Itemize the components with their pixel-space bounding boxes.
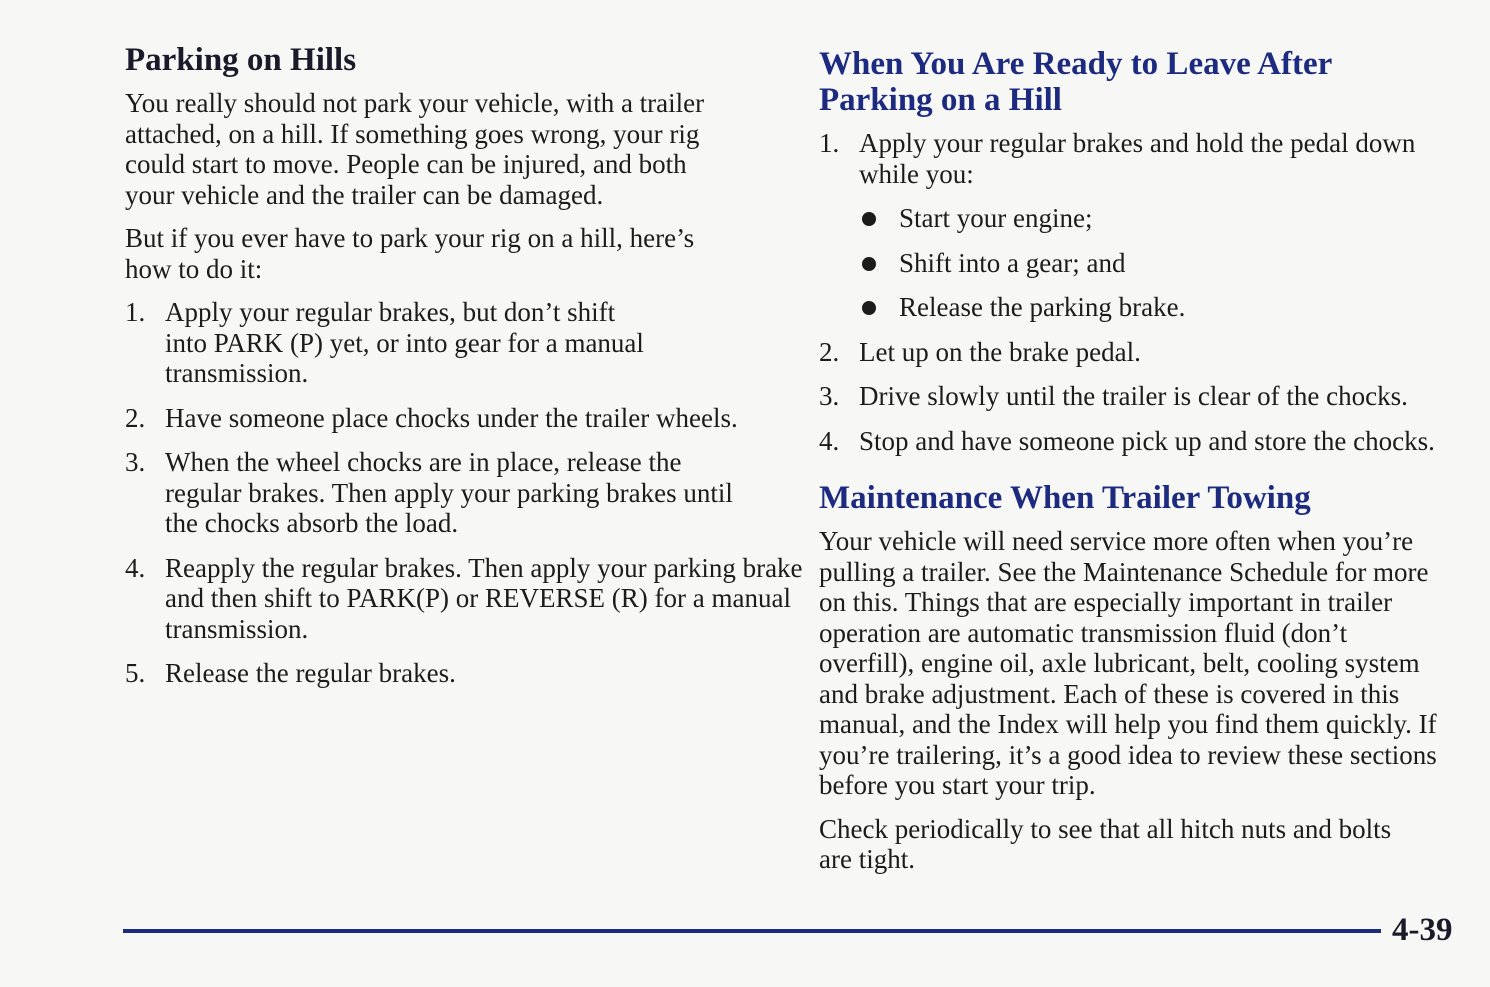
step-number: 4.: [125, 552, 146, 583]
leave-steps-list: [819, 128, 1469, 456]
step-number: 2.: [125, 402, 146, 433]
step-number: 4.: [819, 425, 840, 456]
step-text: Drive slowly until the trailer is clear of the chocks.: [859, 381, 1408, 411]
bullet-dot-icon: [862, 257, 876, 271]
step-number: 5.: [125, 658, 146, 688]
bullet-text: Start your engine;: [899, 203, 1093, 233]
bullet-item: [859, 203, 1469, 234]
list-item: [819, 381, 1469, 412]
list-item: [819, 128, 1469, 323]
section-title-maintenance: Maintenance When Trailer Towing: [819, 480, 1311, 516]
footer-rule: [123, 929, 1381, 933]
list-item: [125, 447, 745, 539]
bullet-text: Shift into a gear; and: [899, 247, 1126, 278]
left-column: [125, 42, 803, 703]
paragraph: You really should not park your vehicle, with a trailer attached, on a hill. If something goes wrong, your rig could start to move. People can be injured, and both your vehicle and the trailer can be damaged.: [125, 88, 705, 210]
paragraph: Your vehicle will need service more often when you’re pulling a trailer. See the Maintenance Schedule for more on this. Things that are especially important in trailer operation are automatic transmission fluid (don’t overfill), engine oil, axle lubricant, belt, cooling system and brake adjustment. Each of these is covered in this manual, and the Index will help you find them quickly. If you’re trailering, it’s a good idea to review these sections before you start your trip.: [819, 526, 1437, 800]
bullet-item: [859, 292, 1469, 323]
step-text: Stop and have someone pick up and store the chocks.: [859, 425, 1435, 456]
step-number: 1.: [125, 297, 146, 327]
paragraph: But if you ever have to park your rig on a hill, here’s how to do it:: [125, 223, 695, 284]
page-number: 4-39: [1392, 912, 1453, 948]
step-number: 3.: [819, 381, 840, 411]
step-number: 1.: [819, 128, 840, 158]
list-item: [125, 403, 775, 434]
step-text: Let up on the brake pedal.: [859, 336, 1141, 367]
list-item: [125, 553, 805, 645]
right-column: [819, 46, 1469, 888]
step-text: Have someone place chocks under the trailer wheels.: [165, 402, 738, 433]
list-item: [819, 426, 1490, 457]
list-item: [819, 337, 1469, 368]
section-title-parking-on-hills: Parking on Hills: [125, 42, 357, 78]
parking-steps-list: [125, 297, 803, 689]
step-number: 3.: [125, 447, 146, 477]
step-text: When the wheel chocks are in place, release the regular brakes. Then apply your parking brakes until the chocks absorb the load.: [165, 447, 733, 538]
list-item: [125, 658, 775, 689]
step-text: Release the regular brakes.: [165, 658, 456, 688]
list-item: [125, 297, 645, 389]
sub-bullet-list: [859, 203, 1469, 323]
section-title-leave-after-parking: When You Are Ready to Leave After Parking on a Hill: [819, 46, 1332, 118]
bullet-text: Release the parking brake.: [899, 292, 1186, 322]
step-text: Reapply the regular brakes. Then apply your parking brake and then shift to PARK(P) or REVERSE (R) for a manual transmission.: [165, 552, 803, 644]
paragraph: Check periodically to see that all hitch nuts and bolts are tight.: [819, 813, 1392, 874]
step-number: 2.: [819, 336, 840, 367]
bullet-dot-icon: [862, 212, 876, 226]
step-text: Apply your regular brakes, but don’t shift into PARK (P) yet, or into gear for a manual transmission.: [165, 297, 644, 388]
step-text: Apply your regular brakes and hold the pedal down while you:: [859, 128, 1416, 189]
bullet-item: [859, 248, 1469, 279]
bullet-dot-icon: [862, 301, 876, 315]
